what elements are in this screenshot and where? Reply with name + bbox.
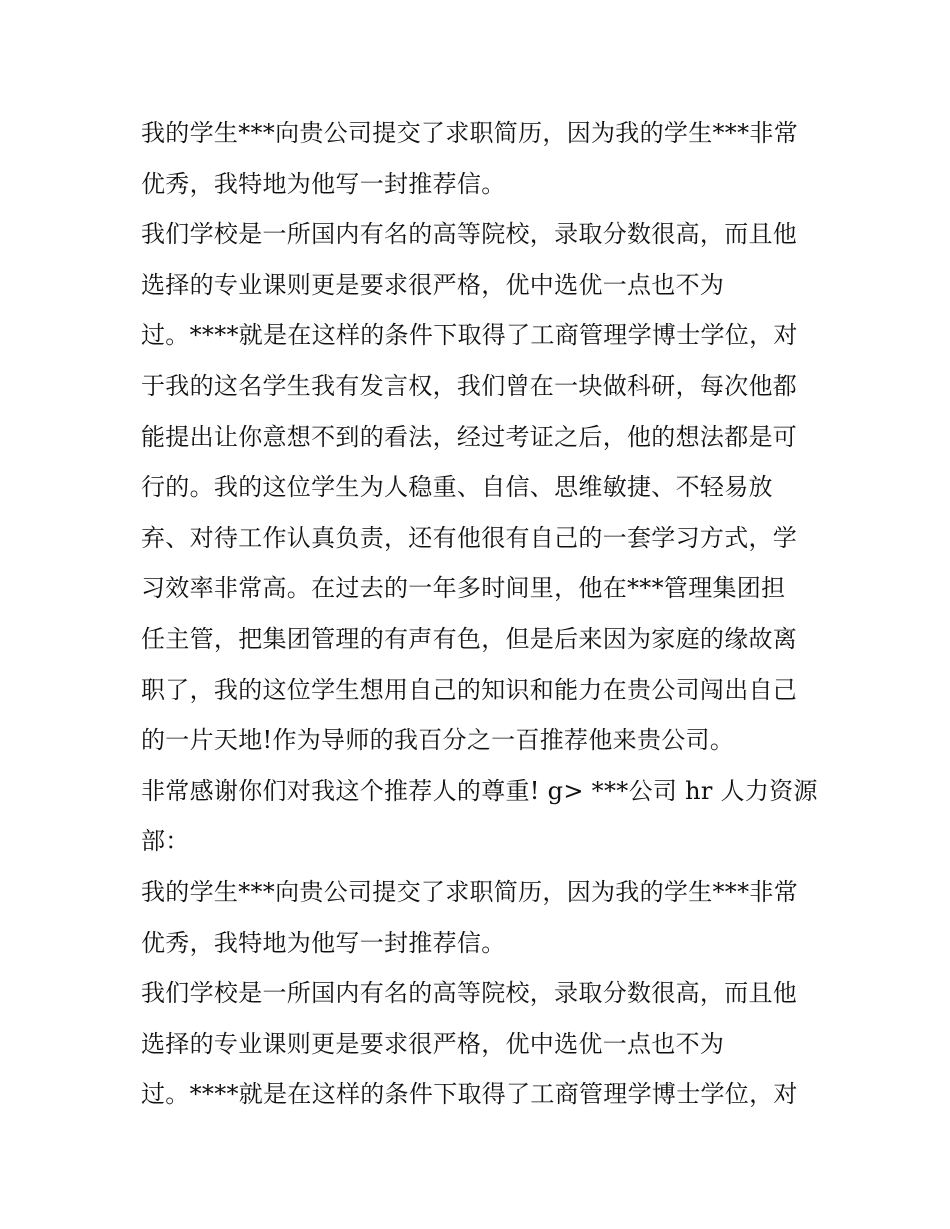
text-line: 我们学校是一所国内有名的高等院校，录取分数很高，而且他 bbox=[141, 979, 798, 1008]
text-line: 选择的专业课则更是要求很严格，优中选优一点也不为 bbox=[141, 1029, 725, 1058]
text-line: 能提出让你意想不到的看法，经过考证之后，他的想法都是可 bbox=[141, 422, 798, 451]
text-line: 过。****就是在这样的条件下取得了工商管理学博士学位，对 bbox=[141, 321, 798, 350]
text-line: 选择的专业课则更是要求很严格，优中选优一点也不为 bbox=[141, 270, 725, 299]
text-line: 职了，我的这位学生想用自己的知识和能力在贵公司闯出自己 bbox=[141, 675, 798, 704]
text-line: 习效率非常高。在过去的一年多时间里，他在***管理集团担 bbox=[141, 574, 786, 603]
text-line: 行的。我的这位学生为人稳重、自信、思维敏捷、不轻易放 bbox=[141, 473, 773, 502]
text-line: 部： bbox=[141, 827, 190, 856]
text-line: 任主管，把集团管理的有声有色，但是后来因为家庭的缘故离 bbox=[141, 624, 798, 653]
text-line: 优秀，我特地为他写一封推荐信。 bbox=[141, 928, 506, 957]
text-line: 我的学生***向贵公司提交了求职简历，因为我的学生***非常 bbox=[141, 877, 798, 906]
letter-body bbox=[141, 108, 821, 1120]
text-line: 非常感谢你们对我这个推荐人的尊重! g> ***公司 hr 人力资源 bbox=[141, 776, 818, 805]
text-line: 于我的这名学生我有发言权，我们曾在一块做科研，每次他都 bbox=[141, 371, 798, 400]
text-line: 弃、对待工作认真负责，还有他很有自己的一套学习方式，学 bbox=[141, 523, 798, 552]
text-line: 我们学校是一所国内有名的高等院校，录取分数很高，而且他 bbox=[141, 220, 798, 249]
text-line: 过。****就是在这样的条件下取得了工商管理学博士学位，对 bbox=[141, 1080, 798, 1109]
text-line: 优秀，我特地为他写一封推荐信。 bbox=[141, 169, 506, 198]
text-line: 我的学生***向贵公司提交了求职简历，因为我的学生***非常 bbox=[141, 119, 798, 147]
text-line: 的一片天地!作为导师的我百分之一百推荐他来贵公司。 bbox=[141, 726, 735, 755]
